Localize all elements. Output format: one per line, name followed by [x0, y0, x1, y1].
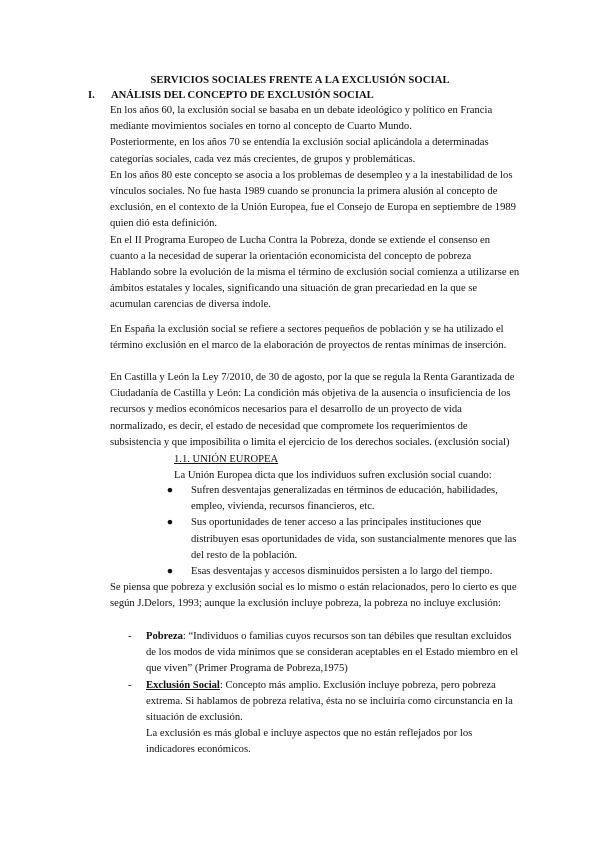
definition-text: : “Individuos o familias cuyos recursos son tan débiles que resultan excluidos de los modos de vida mínimos que se consideran aceptables en el Estado miembro en el que viven” (Primer Programa de Pobreza,1975) [146, 631, 519, 675]
definition-extra: La exclusión es más global e incluye aspectos que no están reflejados por los indicadores económicos. [146, 728, 473, 756]
dash-marker: - [128, 679, 132, 691]
paragraph-text: En Castilla y León la Ley 7/2010, de 30 de agosto, por la que se regula la Renta Garantizada de Ciudadanía de Castilla y León: La condición más objetiva de la ausencia o insuficiencia de los recursos y medios económicos necesarios para el desarrollo de un proyecto de vida normalizado, es decir, el estado de necesidad que compromete los requerimientos de subsistencia y que imposibilita o limita el ejercicio de los derechos sociales. (exclusión social) [110, 372, 515, 448]
definition-text: : Concepto más amplio. Exclusión incluye pobreza, pero pobreza extrema. Si hablamos de pobreza relativa, ésta no se incluiría como circunstancia en la situación de exclusión. [146, 679, 513, 724]
paragraph-pobreza [110, 580, 520, 612]
intro-line: En los años 60, la exclusión social se basaba en un debate ideológico y político en Francia mediante movimientos sociales en torno al concepto de Cuarto Mundo. [110, 105, 493, 133]
paragraph-text: Hablando sobre la evolución de la misma el término de exclusión social comienza a utilizarse en ámbitos estatales y locales, significando una situación de gran precariedad en la que se acumulan carencias de diversa índole. [110, 267, 520, 311]
paragraph-text: En España la exclusión social se refiere a sectores pequeños de población y se ha utilizado el término exclusión en el marco de la elaboración de proyectos de rentas mínimas de inserción. [110, 324, 507, 352]
list-item-text: Esas desventajas y accesos disminuidos persisten a lo largo del tiempo. [191, 566, 493, 578]
intro-line: Posteriormente, en los años 70 se entendía la exclusión social aplicándola a determinadas categorías sociales, cada vez más crecientes, de grupos y problemáticas. [110, 137, 489, 165]
intro-line: En el II Programa Europeo de Lucha Contra la Pobreza, donde se extiende el consenso en cuanto a la necesidad de superar la orientación economicista del concepto de pobreza [110, 234, 491, 262]
definition-pobreza [128, 629, 523, 678]
paragraph-evolucion [110, 265, 520, 314]
list-item-text: Sus oportunidades de tener acceso a las principales instituciones que distribuyen esas oportunidades de vida, son sustancialmente menores que las del resto de la población. [191, 517, 517, 561]
paragraph-text: Se piensa que pobreza y exclusión social es lo mismo o están relacionados, pero lo cierto es que según J.Delors, 1993; aunque la exclusión incluye pobreza, la pobreza no incluye exclusión: [110, 582, 517, 610]
bullet-icon: ● [166, 485, 174, 496]
document-title: SERVICIOS SOCIALES FRENTE A LA EXCLUSIÓN SOCIAL [150, 75, 450, 86]
list-item-text: Sufren desventajas generalizadas en términos de educación, habilidades, empleo, vivienda, recursos financieros, etc. [191, 485, 498, 513]
term-exclusion-social: Exclusión Social [146, 679, 220, 691]
list-item [165, 564, 525, 580]
bullet-list [165, 483, 525, 580]
section-number: I. [88, 90, 95, 101]
section-heading-text: ANÁLISIS DEL CONCEPTO DE EXCLUSIÓN SOCIAL [111, 90, 374, 101]
list-item [165, 483, 525, 515]
definition-exclusion [128, 678, 523, 759]
subsection-intro: La Unión Europea dicta que los individuos sufren exclusión social cuando: [174, 470, 492, 481]
dash-marker: - [128, 631, 132, 642]
term-pobreza: Pobreza [146, 631, 183, 642]
subsection-heading: 1.1. UNIÓN EUROPEA [174, 454, 279, 465]
list-item [165, 515, 525, 564]
bullet-icon: ● [166, 517, 174, 529]
section-heading [88, 88, 374, 104]
paragraph-castilla [110, 370, 520, 451]
paragraph-espana [110, 322, 520, 354]
bullet-icon: ● [166, 566, 174, 578]
intro-block [110, 103, 520, 265]
intro-line: En los años 80 este concepto se asocia a los problemas de desempleo y a la inestabilidad de los vínculos sociales. No fue hasta 1989 cuando se pronuncia la primera alusión al concepto de exclusión, en el contexto de la Unión Europea, fue el Consejo de Europa en septiembre de 1989 quien dió esta definición. [110, 169, 516, 230]
definition-list [128, 629, 523, 759]
